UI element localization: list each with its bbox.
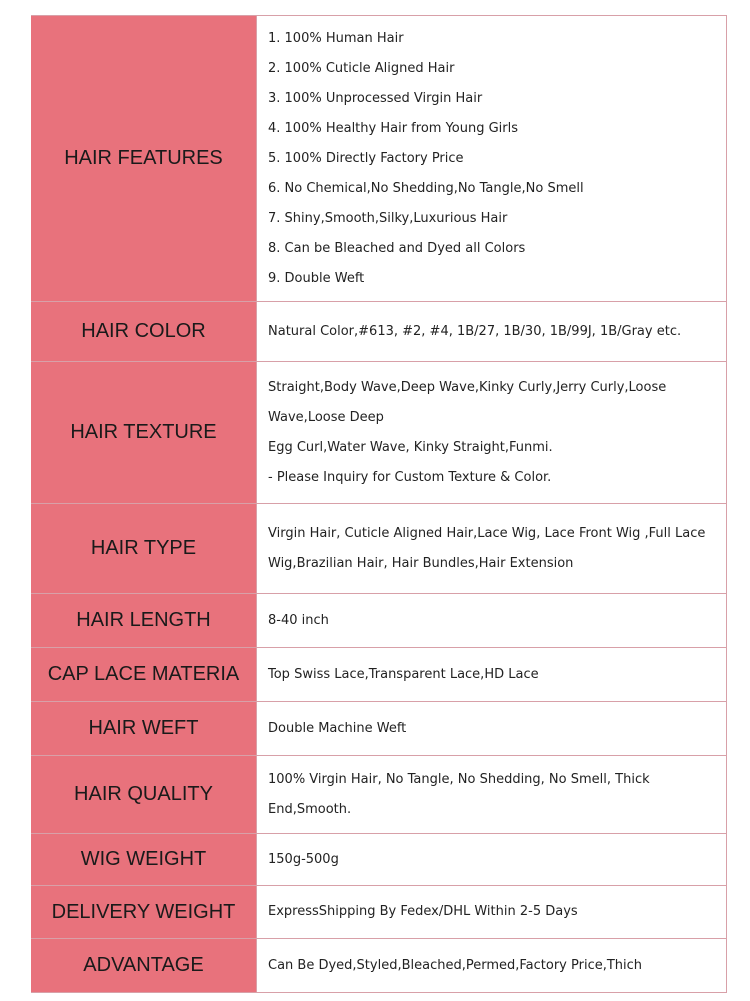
feature-line: 6. No Chemical,No Shedding,No Tangle,No Smell [268, 180, 584, 196]
row-label: HAIR COLOR [31, 302, 257, 361]
row-value [257, 16, 727, 301]
value-line: Wave,Loose Deep [268, 409, 384, 425]
row-cap-lace-material [31, 648, 727, 702]
feature-line: 1. 100% Human Hair [268, 30, 404, 46]
row-value [257, 702, 727, 755]
row-value [257, 834, 727, 885]
row-hair-weft [31, 702, 727, 756]
value-line: Virgin Hair, Cuticle Aligned Hair,Lace Wig, Lace Front Wig ,Full Lace [268, 525, 706, 541]
feature-line: 5. 100% Directly Factory Price [268, 150, 464, 166]
row-hair-features [31, 16, 727, 302]
row-hair-length [31, 594, 727, 648]
feature-line: 9. Double Weft [268, 270, 365, 286]
row-hair-texture [31, 362, 727, 504]
feature-line: 4. 100% Healthy Hair from Young Girls [268, 120, 519, 136]
value-line: 150g-500g [268, 851, 339, 867]
row-label: HAIR TEXTURE [31, 362, 257, 503]
row-value [257, 594, 727, 647]
row-value [257, 302, 727, 361]
value-line: Egg Curl,Water Wave, Kinky Straight,Funmi. [268, 439, 553, 455]
value-line: Straight,Body Wave,Deep Wave,Kinky Curly,Jerry Curly,Loose [268, 379, 667, 395]
row-hair-color [31, 302, 727, 362]
row-label: HAIR LENGTH [31, 594, 257, 647]
row-value [257, 939, 727, 992]
feature-line: 2. 100% Cuticle Aligned Hair [268, 60, 455, 76]
row-label: HAIR QUALITY [31, 756, 257, 833]
value-line: ExpressShipping By Fedex/DHL Within 2-5 Days [268, 904, 578, 919]
value-line: 100% Virgin Hair, No Tangle, No Shedding, No Smell, Thick [268, 771, 650, 787]
feature-line: 8. Can be Bleached and Dyed all Colors [268, 240, 526, 256]
value-line: Can Be Dyed,Styled,Bleached,Permed,Factory Price,Thich [268, 957, 643, 973]
row-label: WIG WEIGHT [31, 834, 257, 885]
row-wig-weight [31, 834, 727, 886]
value-line: Top Swiss Lace,Transparent Lace,HD Lace [268, 666, 539, 682]
row-value [257, 648, 727, 701]
row-delivery-weight [31, 886, 727, 939]
value-line: - Please Inquiry for Custom Texture & Color. [268, 469, 552, 485]
value-line: Double Machine Weft [268, 720, 407, 736]
row-label: HAIR WEFT [31, 702, 257, 755]
row-hair-type [31, 504, 727, 594]
row-label: ADVANTAGE [31, 939, 257, 992]
row-value [257, 756, 727, 833]
value-line: End,Smooth. [268, 801, 352, 817]
row-label: HAIR TYPE [31, 504, 257, 593]
row-advantage [31, 939, 727, 993]
row-hair-quality [31, 756, 727, 834]
spec-table [31, 15, 727, 993]
row-label: CAP LACE MATERIA [31, 648, 257, 701]
row-value [257, 504, 727, 593]
feature-line: 3. 100% Unprocessed Virgin Hair [268, 90, 483, 106]
value-line: Wig,Brazilian Hair, Hair Bundles,Hair Extension [268, 555, 574, 571]
row-value [257, 886, 727, 938]
value-line: 8-40 inch [268, 612, 329, 628]
value-line: Natural Color,#613, #2, #4, 1B/27, 1B/30, 1B/99J, 1B/Gray etc. [268, 323, 682, 339]
row-value [257, 362, 727, 503]
row-label: DELIVERY WEIGHT [31, 886, 257, 938]
feature-line: 7. Shiny,Smooth,Silky,Luxurious Hair [268, 210, 508, 226]
row-label: HAIR FEATURES [31, 16, 257, 301]
